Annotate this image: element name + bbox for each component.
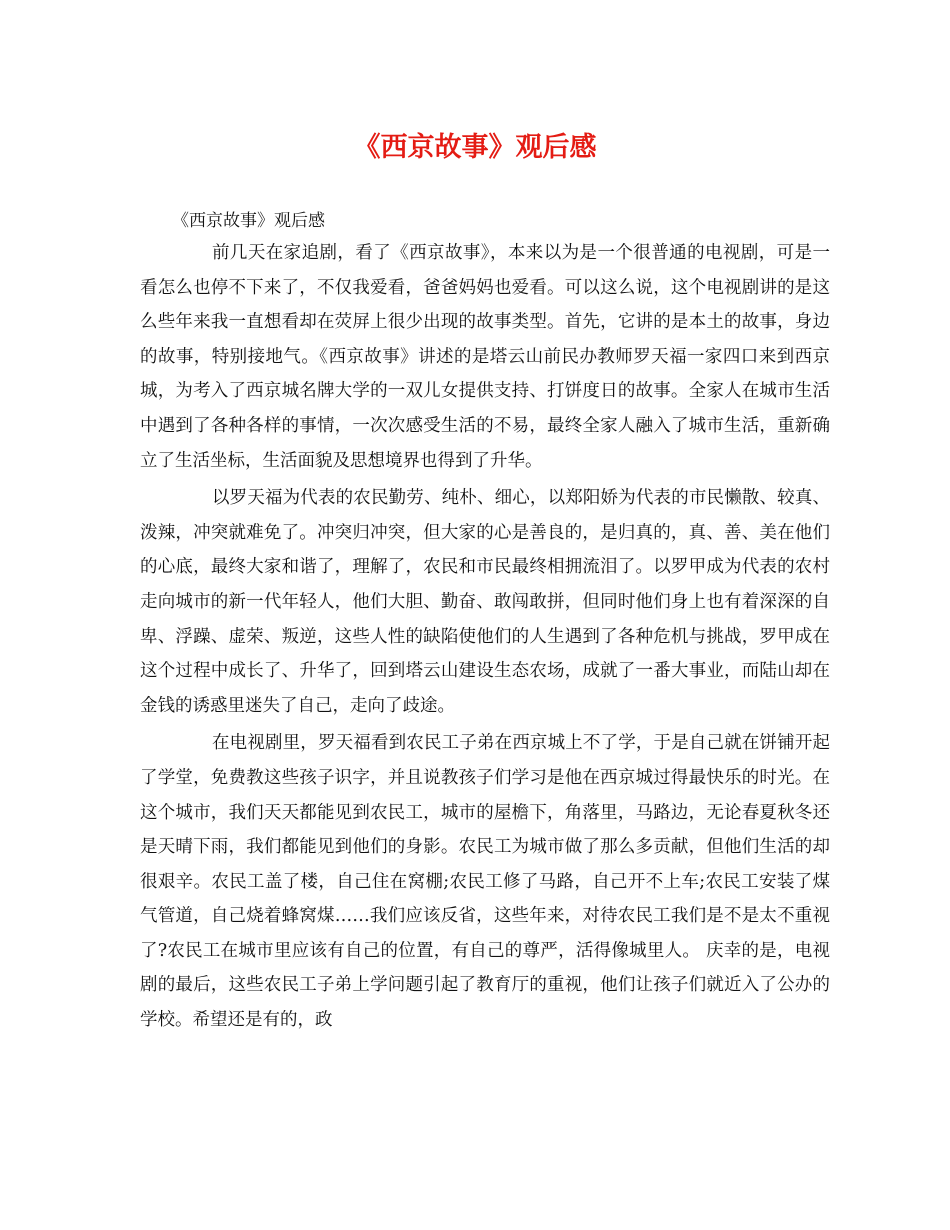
paragraph-3: 在电视剧里，罗天福看到农民工子弟在西京城上不了学，于是自己就在饼铺开起了学堂，免费教这些孩子识字，并且说教孩子们学习是他在西京城过得最快乐的时光。在这个城市，我们天天都能见到农民工，城市的屋檐下，角落里，马路边，无论春夏秋冬还是天晴下雨，我们都能见到他们的身影。农民工为城市做了那么多贡献，但他们生活的却很艰辛。农民工盖了楼，自己住在窝棚;农民工修了马路，自己开不上车;农民工安装了煤气管道，自己烧着蜂窝煤……我们应该反省，这些年来，对待农民工我们是不是太不重视了?农民工在城市里应该有自己的位置，有自己的尊严，活得像城里人。 庆幸的是，电视剧的最后，这些农民工子弟上学问题引起了教育厅的重视，他们让孩子们就近入了公办的学校。希望还是有的，政 (140, 733, 830, 1031)
paragraph-1: 前几天在家追剧，看了《西京故事》，本来以为是一个很普通的电视剧，可是一看怎么也停不下来了，不仅我爱看，爸爸妈妈也爱看。可以这么说，这个电视剧讲的是这么些年来我一直想看却在荧屏上很少出现的故事类型。首先，它讲的是本土的故事，身边的故事，特别接地气。《西京故事》讲述的是塔云山前民办教师罗天福一家四口来到西京城，为考入了西京城名牌大学的一双儿女提供支持、打饼度日的故事。全家人在城市生活中遇到了各种各样的事情，一次次感受生活的不易，最终全家人融入了城市生活，重新确立了生活坐标，生活面貌及思想境界也得到了升华。 (140, 243, 830, 471)
document-body (140, 236, 830, 1038)
paragraph-2: 以罗天福为代表的农民勤劳、纯朴、细心，以郑阳娇为代表的市民懒散、较真、泼辣，冲突就难免了。冲突归冲突，但大家的心是善良的，是归真的，真、善、美在他们的心底，最终大家和谐了，理解了，农民和市民最终相拥流泪了。以罗甲成为代表的农村走向城市的新一代年轻人，他们大胆、勤奋、敢闯敢拼，但同时他们身上也有着深深的自卑、浮躁、虚荣、叛逆，这些人性的缺陷使他们的人生遇到了各种危机与挑战，罗甲成在这个过程中成长了、升华了，回到塔云山建设生态农场，成就了一番大事业，而陆山却在金钱的诱惑里迷失了自己，走向了歧途。 (140, 488, 830, 716)
document-subtitle: 《西京故事》观后感 (172, 211, 325, 231)
document-title: 《西京故事》观后感 (353, 132, 597, 163)
